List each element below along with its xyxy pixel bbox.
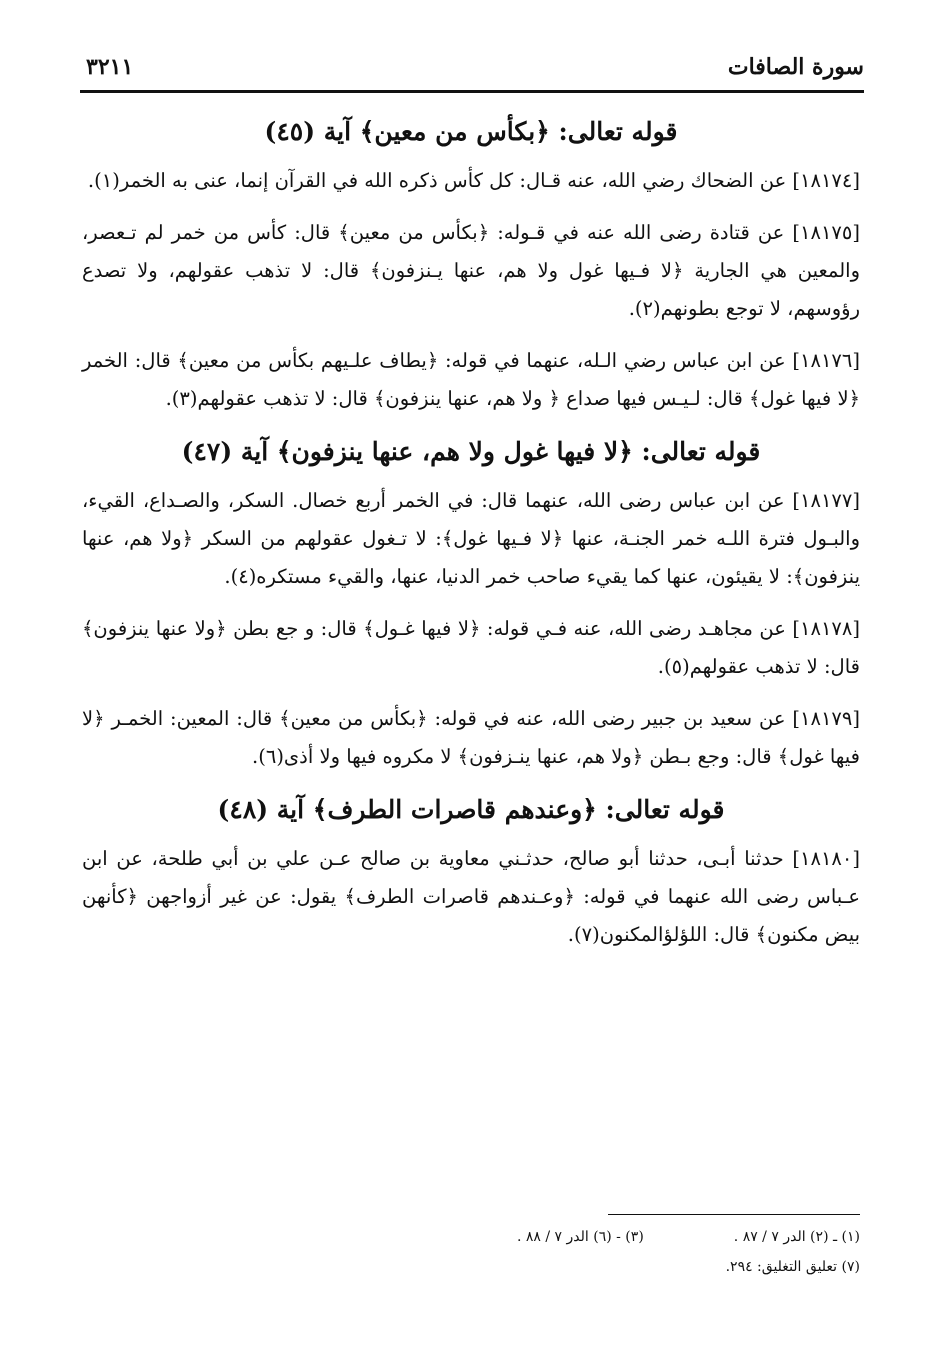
hadith-paragraph: [١٨١٨٠] حدثنا أبـى، حدثنا أبو صالح، حدثـني معاوية بن صالح عـن علي بن أبي طلحة، عن ابن عـباس رضى الله عنهما في قوله: ﴿وعـندهم قاصرات الطرف﴾ يقول: عن غير أزواجهن ﴿كأنهن بيض مكنون﴾ قال: اللؤلؤالمكنون(٧). (82, 847, 860, 946)
section-title: قوله تعالى: ﴿لا فيها غول ولا هم، عنها ينزفون﴾ آية (٤٧) (181, 437, 761, 466)
footnote-divider (608, 1214, 860, 1215)
page-number: ٣٢١١ (86, 54, 134, 80)
hadith-paragraph: [١٨١٧٧] عن ابن عباس رضى الله، عنهما قال: في الخمر أربع خصال. السكر، والصـداع، القيء، والبـول فترة اللـه خمر الجنـة، عنها ﴿لا فـيها غول﴾: لا تـغول عقولهم من السكر ﴿ولا هم، عنها ينزفون﴾: لا يقيئون، عنها كما يقيء صاحب خمر الدنيا، عنها، والقيء مستكره(٤). (82, 489, 860, 588)
hadith-paragraph: [١٨١٧٥] عن قتادة رضى الله عنه في قـوله: ﴿بكأس من معين﴾ قال: كأس من خمر لم تـعصر، والمعين هي الجارية ﴿لا فـيها غول ولا هم، عنها يـنزفون﴾ قال: لا تذهب عقولهم، ولا تصدع رؤوسهم، لا توجع بطونهم(٢). (82, 221, 860, 320)
surah-title: سورة الصافات (727, 54, 864, 80)
footnote: (٧) تعليق التغليق: ٢٩٤. (725, 1259, 860, 1275)
hadith-paragraph: [١٨١٧٨] عن مجاهـد رضى الله، عنه فـي قوله: ﴿لا فيها غـول﴾ قال: و جع بطن ﴿ولا عنها ينزفون﴾ قال: لا تذهب عقولهم(٥). (82, 617, 860, 678)
page-body (82, 112, 860, 968)
footnote-row (84, 1222, 860, 1252)
section-title: قوله تعالى: ﴿وعندهم قاصرات الطرف﴾ آية (٤٨) (217, 795, 725, 824)
hadith-paragraph: [١٨١٧٦] عن ابن عباس رضي الـله، عنهما في قوله: ﴿يطاف علـيهم بكأس من معين﴾ قال: الخمر ﴿لا فيها غول﴾ قال: لـيـس فيها صداع ﴿ ولا هم، عنها ينزفون﴾ قال: لا تذهب عقولهم(٣). (82, 349, 860, 410)
footnote-row (84, 1252, 860, 1282)
footnote: (٣) - (٦) الدر ٧ / ٨٨ . (516, 1229, 644, 1245)
page-header (80, 48, 864, 93)
footnotes (84, 1222, 860, 1282)
section-title: قوله تعالى: ﴿بكأس من معين﴾ آية (٤٥) (264, 117, 678, 146)
footnote: (١) ـ (٢) الدر ٧ / ٨٧ . (733, 1229, 860, 1245)
hadith-paragraph: [١٨١٧٩] عن سعيد بن جبير رضى الله، عنه في قوله: ﴿بكأس من معين﴾ قال: المعين: الخمـر ﴿لا فيها غول﴾ قال: وجع بـطن ﴿ولا هم، عنها ينـزفون﴾ لا مكروه فيها ولا أذى(٦). (82, 707, 860, 768)
hadith-paragraph: [١٨١٧٤] عن الضحاك رضي الله، عنه قـال: كل كأس ذكره الله في القرآن إنما، عنى به الخمر(١). (87, 169, 860, 192)
